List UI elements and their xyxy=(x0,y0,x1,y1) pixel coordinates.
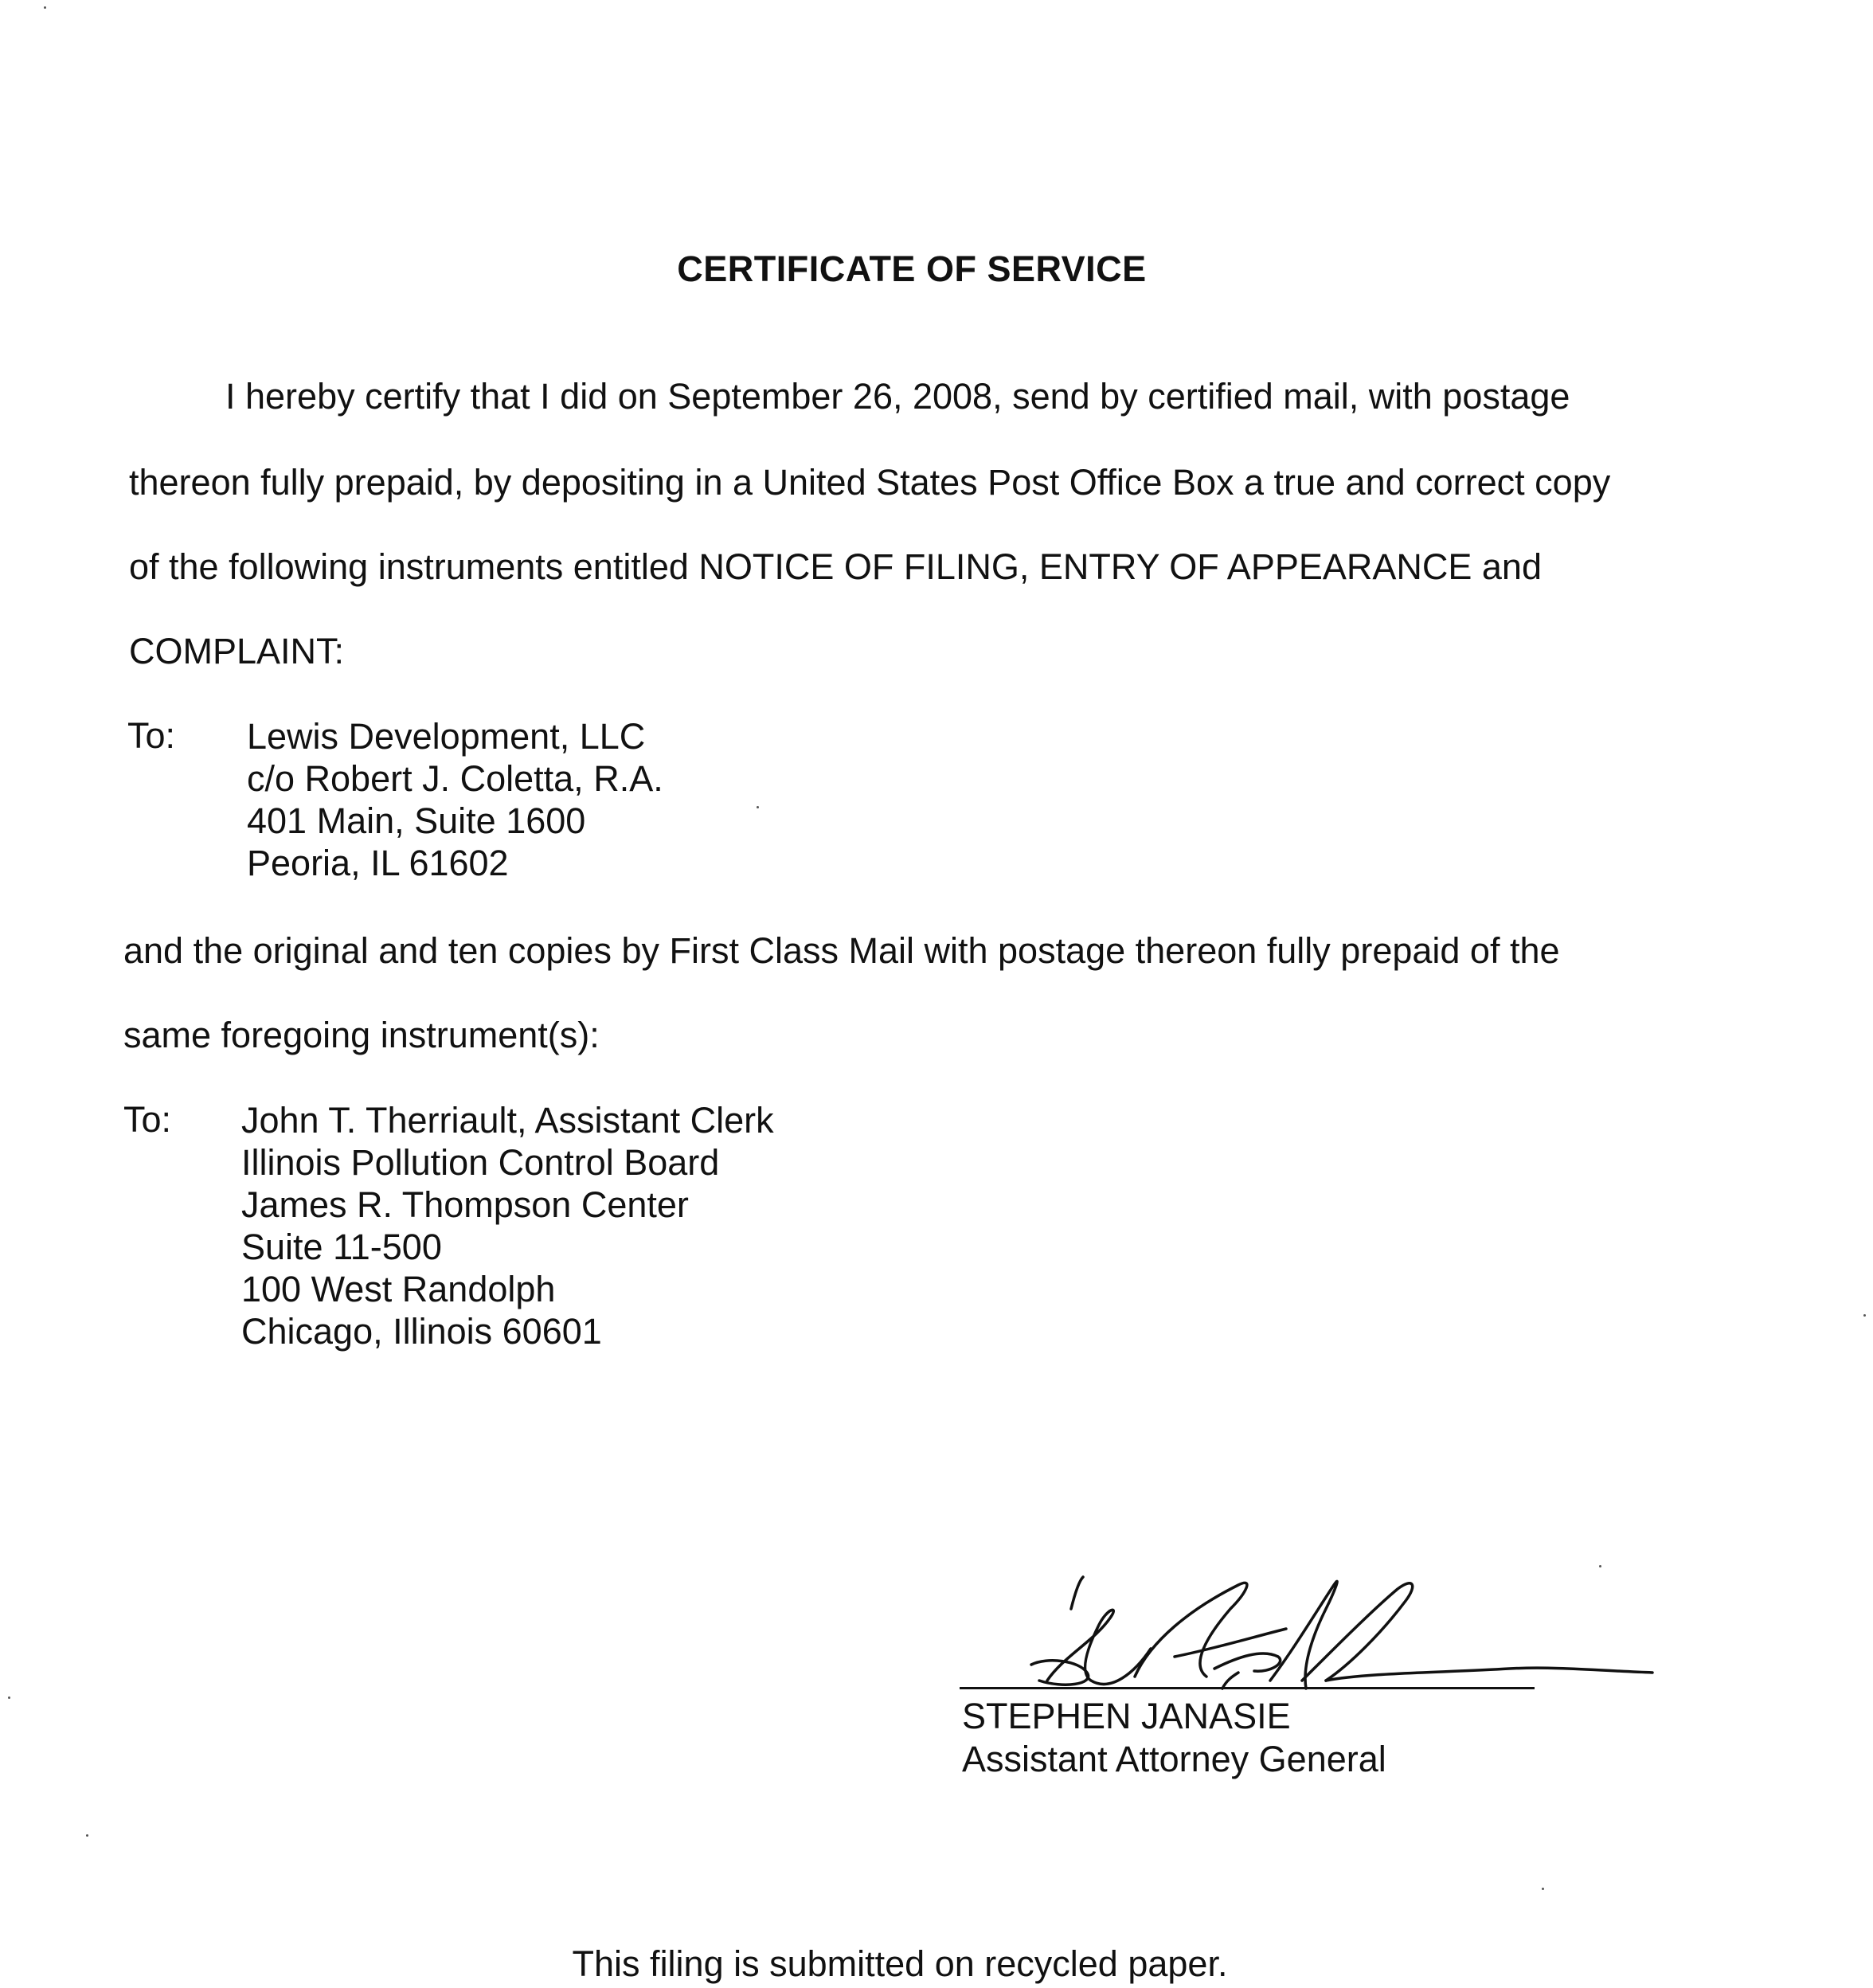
paragraph1-line-2: thereon fully prepaid, by depositing in a United States Post Office Box a true and correct copy xyxy=(129,462,1611,503)
scan-speck xyxy=(757,806,759,808)
paragraph2-line-2: same foregoing instrument(s): xyxy=(123,1015,600,1055)
scan-speck xyxy=(1599,1565,1601,1567)
recipient1-line: Lewis Development, LLC xyxy=(247,716,646,757)
recipient2-line: 100 West Randolph xyxy=(241,1269,556,1309)
paragraph1-line-4: COMPLAINT: xyxy=(129,631,345,671)
recipient1-to-label: To: xyxy=(127,715,176,756)
paragraph1-line-1: I hereby certify that I did on September 26, 2008, send by certified mail, with postage xyxy=(225,376,1570,417)
scan-speck xyxy=(1542,1888,1544,1890)
recipient1-line: c/o Robert J. Coletta, R.A. xyxy=(247,758,663,799)
recipient2-line: Chicago, Illinois 60601 xyxy=(241,1311,602,1352)
paragraph2-line-1: and the original and ten copies by First Class Mail with postage thereon fully prepaid of the xyxy=(123,930,1560,971)
scan-speck xyxy=(1863,1314,1866,1317)
scan-speck xyxy=(86,1834,88,1837)
scan-speck xyxy=(44,6,46,9)
signature-line xyxy=(960,1687,1535,1689)
recipient2-line: Suite 11-500 xyxy=(241,1227,442,1267)
recipient2-to-label: To: xyxy=(123,1099,172,1140)
recipient2-address xyxy=(241,1099,774,1352)
recipient1-line: Peoria, IL 61602 xyxy=(247,843,509,883)
recipient1-address xyxy=(247,715,663,884)
recipient2-line: James R. Thompson Center xyxy=(241,1184,689,1225)
handwritten-signature xyxy=(952,1561,1668,1696)
scan-speck xyxy=(8,1696,10,1699)
recipient2-line: John T. Therriault, Assistant Clerk xyxy=(241,1100,774,1141)
footer-note: This filing is submitted on recycled paper. xyxy=(572,1943,1228,1984)
signer-name: STEPHEN JANASIE xyxy=(962,1696,1291,1736)
recipient2-line: Illinois Pollution Control Board xyxy=(241,1142,720,1183)
recipient1-line: 401 Main, Suite 1600 xyxy=(247,800,586,841)
signer-title: Assistant Attorney General xyxy=(962,1739,1386,1779)
paragraph1-line-3: of the following instruments entitled NOTICE OF FILING, ENTRY OF APPEARANCE and xyxy=(129,546,1542,587)
document-title: CERTIFICATE OF SERVICE xyxy=(677,248,1147,289)
